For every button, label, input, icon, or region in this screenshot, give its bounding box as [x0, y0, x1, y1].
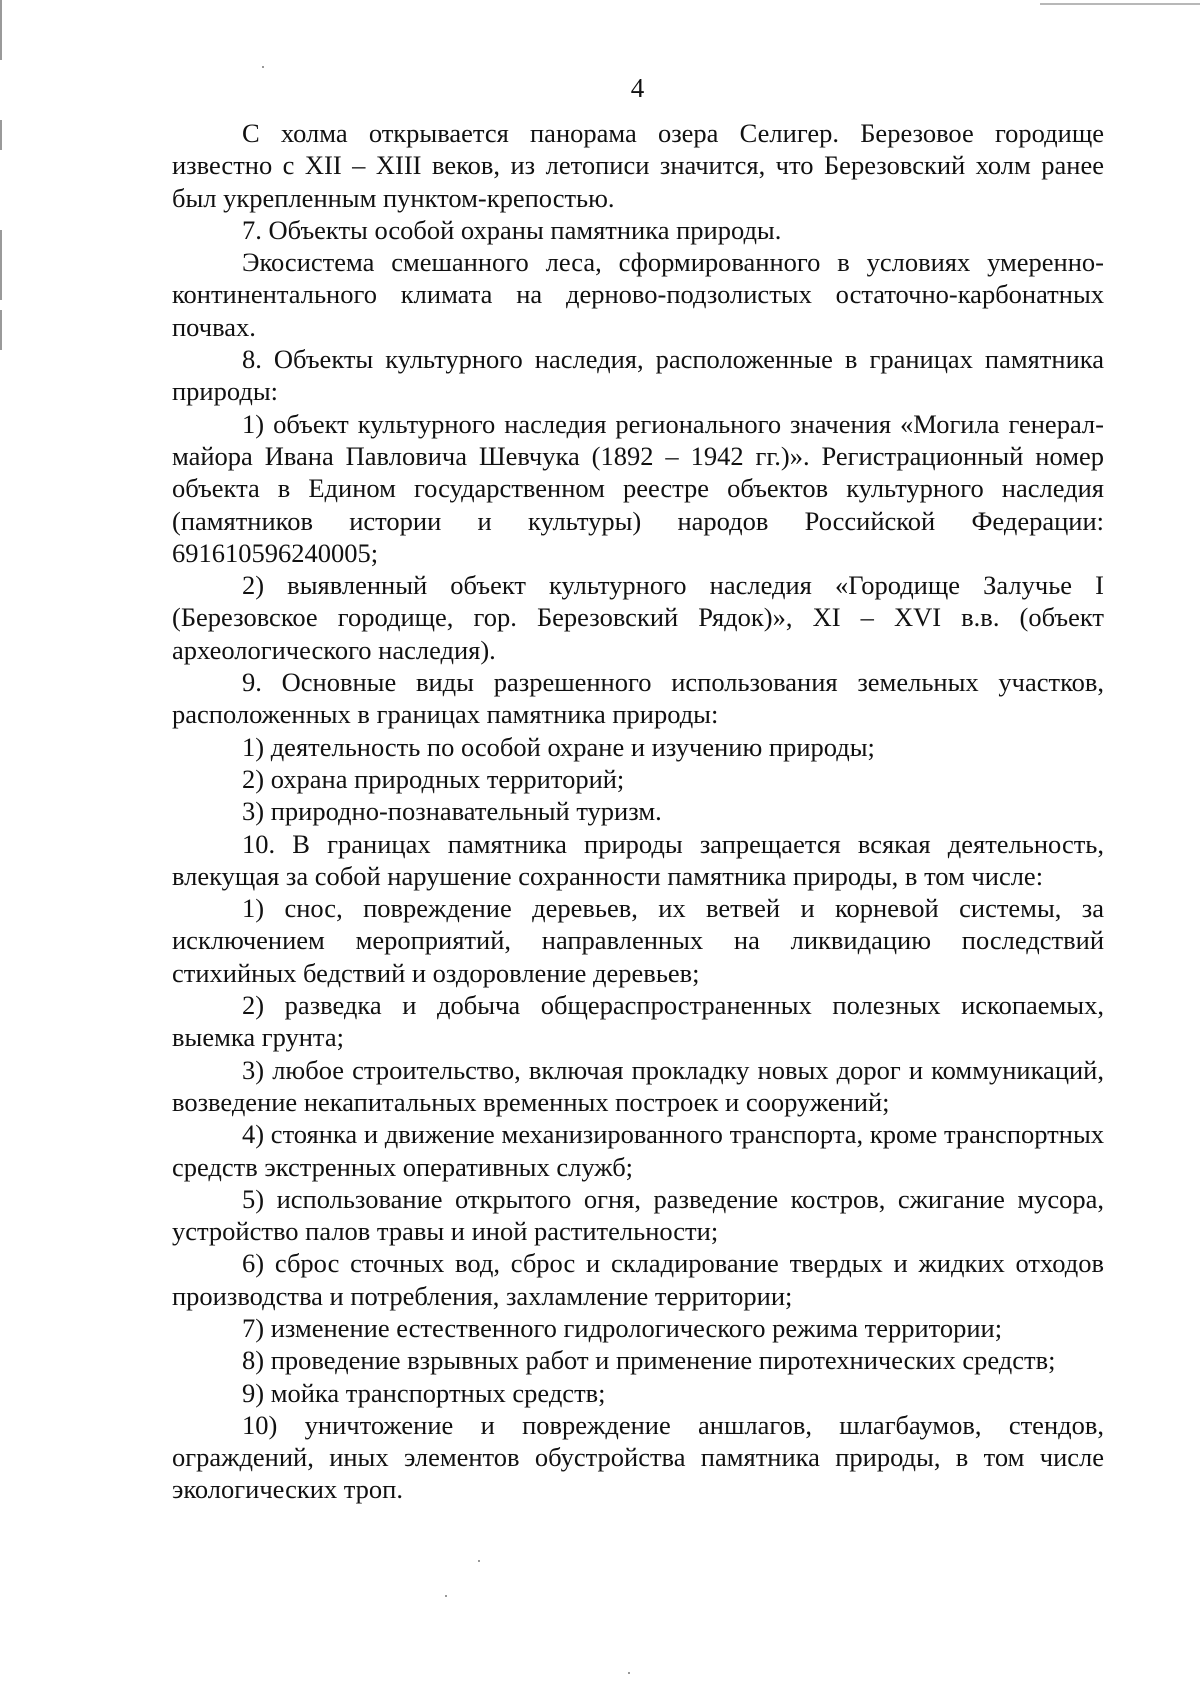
scan-speck — [262, 66, 264, 68]
list-item: 3) природно-познавательный туризм. — [242, 796, 662, 827]
list-item: 2) выявленный объект культурного наследия «Городище Залучье I (Березовское городище, гор. Березовский Рядок)», XI – XVI в.в. (объект археологического наследия). — [172, 570, 1104, 665]
list-item: 4) стоянка и движение механизированного транспорта, кроме транспортных средств экстренных оперативных служб; — [172, 1119, 1104, 1182]
page-number: 4 — [630, 73, 645, 103]
section-heading-9: 9. Основные виды разрешенного использования земельных участков, расположенных в границах памятника природы: — [172, 667, 1104, 730]
list-item: 1) деятельность по особой охране и изучению природы; — [242, 731, 875, 762]
scan-edge-top — [1040, 3, 1200, 5]
paragraph-ecosystem: Экосистема смешанного леса, сформированного в условиях умеренно-континентального климата на дерново-подзолистых остаточно-карбонатных почвах. — [172, 247, 1104, 342]
list-item: 1) снос, повреждение деревьев, их ветвей и корневой системы, за исключением мероприятий, направленных на ликвидацию последствий стихийных бедствий и оздоровление деревьев; — [172, 893, 1104, 988]
list-item: 5) использование открытого огня, разведение костров, сжигание мусора, устройство палов травы и иной растительности; — [172, 1183, 1104, 1247]
list-item: 6) сброс сточных вод, сброс и складирование твердых и жидких отходов производства и потребления, захламление территории; — [172, 1248, 1104, 1311]
scan-speck — [445, 1595, 447, 1597]
list-item: 3) любое строительство, включая прокладку новых дорог и коммуникаций, возведение некапитальных временных построек и сооружений; — [172, 1054, 1104, 1117]
list-item: 10) уничтожение и повреждение аншлагов, шлагбаумов, стендов, ограждений, иных элементов обустройства памятника природы, в том числе экологических троп. — [172, 1409, 1104, 1505]
scan-edge-left-3 — [0, 230, 2, 300]
scan-speck — [478, 1560, 480, 1562]
list-item: 7) изменение естественного гидрологического режима территории; — [242, 1312, 1003, 1343]
scan-edge-left-1 — [0, 0, 2, 60]
list-item: 8) проведение взрывных работ и применение пиротехнических средств; — [242, 1345, 1056, 1376]
section-heading-8: 8. Объекты культурного наследия, расположенные в границах памятника природы: — [172, 344, 1104, 407]
scan-speck — [628, 1672, 630, 1674]
scan-edge-left-2 — [0, 120, 2, 150]
document-body — [172, 117, 1104, 1506]
list-item: 1) объект культурного наследия регионального значения «Могила генерал-майора Ивана Павловича Шевчука (1892 – 1942 гг.)». Регистрационный номер объекта в Едином государственном реестре объектов культурного наследия (памятников истории и культуры) народов Российской Федерации: 691610596240005; — [172, 408, 1104, 568]
paragraph-intro: С холма открывается панорама озера Селигер. Березовое городище известно с XII – XIII веков, из летописи значится, что Березовский холм ранее был укрепленным пунктом-крепостью. — [172, 118, 1104, 213]
list-item: 2) разведка и добыча общераспространенных полезных ископаемых, выемка грунта; — [172, 990, 1104, 1053]
section-heading-7: 7. Объекты особой охраны памятника природы. — [242, 214, 782, 245]
scan-edge-left-4 — [0, 310, 2, 350]
list-item: 9) мойка транспортных средств; — [242, 1377, 606, 1408]
list-item: 2) охрана природных территорий; — [242, 763, 625, 794]
section-heading-10: 10. В границах памятника природы запрещается всякая деятельность, влекущая за собой нарушение сохранности памятника природы, в том числе: — [172, 828, 1104, 891]
